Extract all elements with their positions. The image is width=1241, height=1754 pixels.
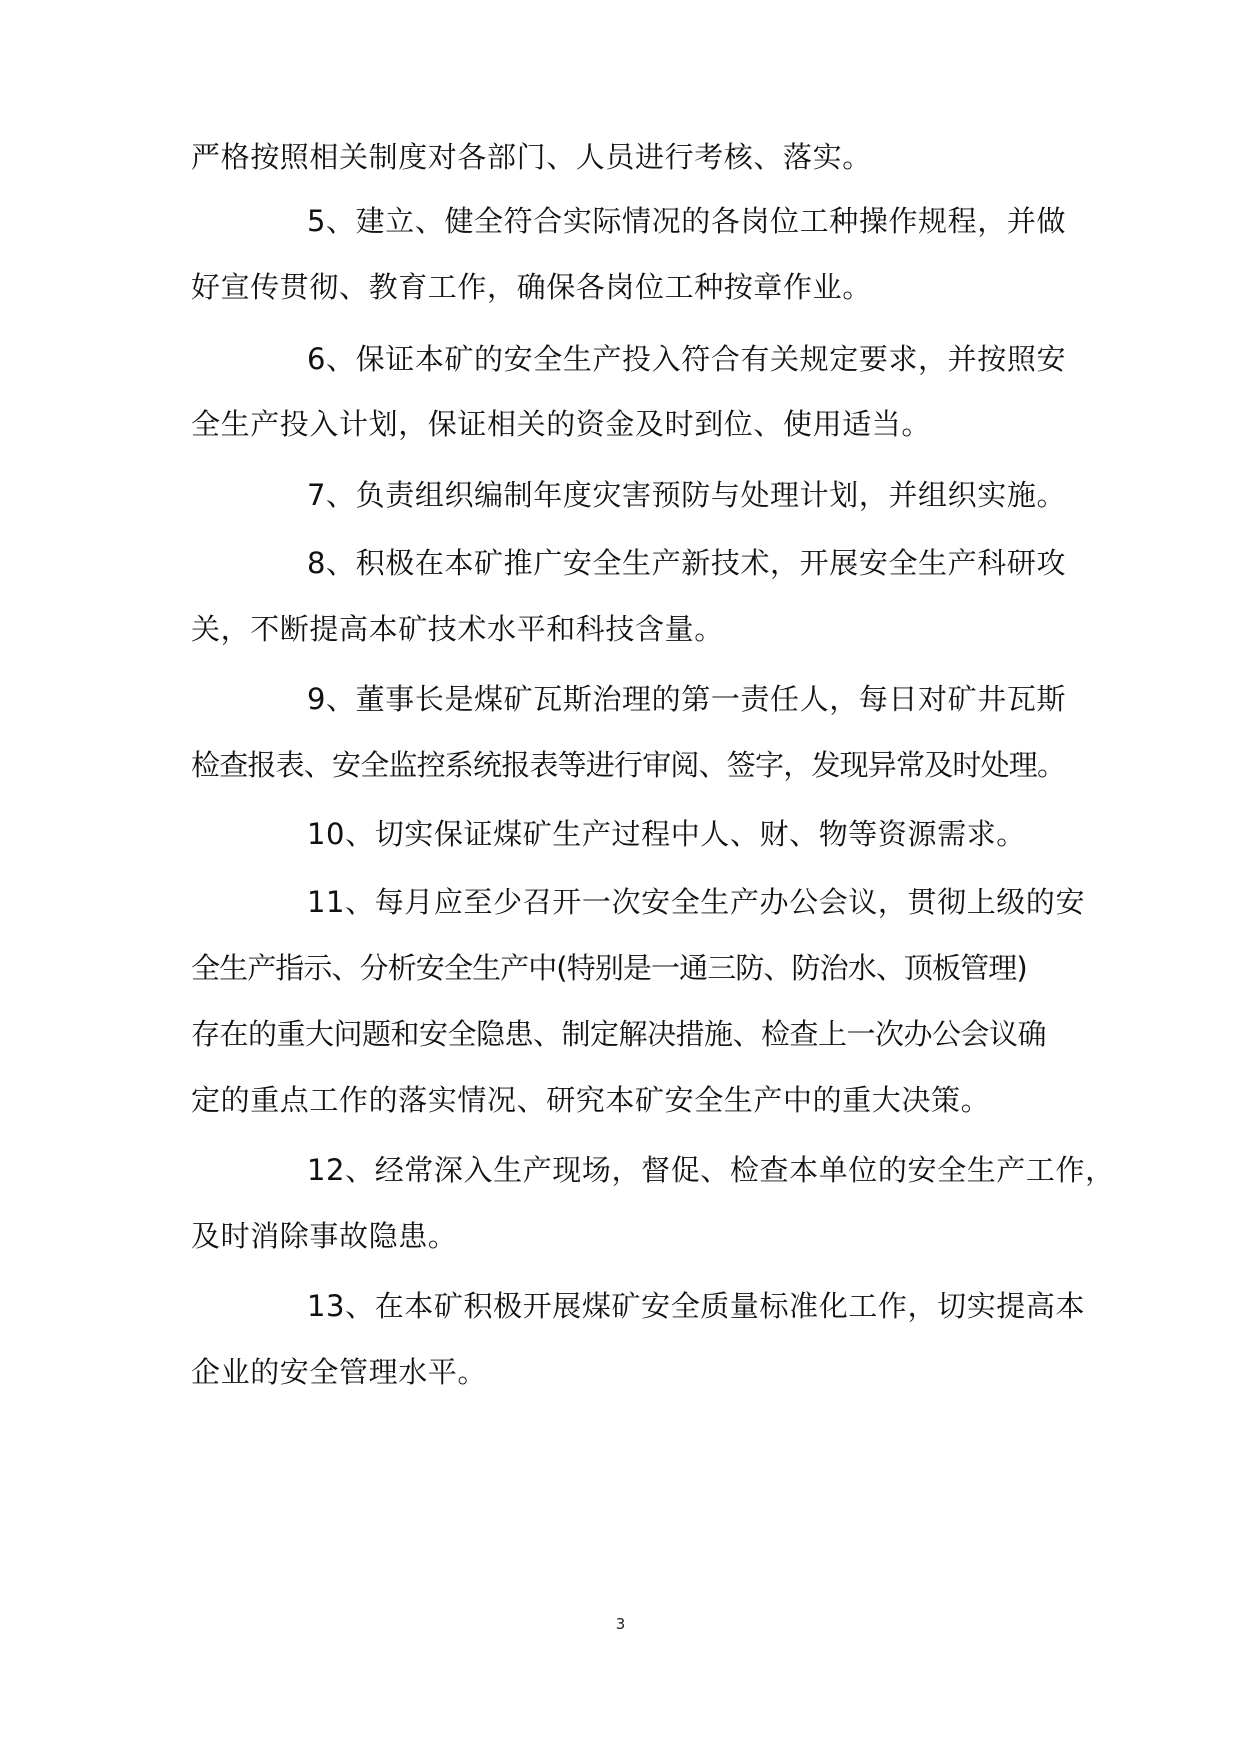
text-line: 13、在本矿积极开展煤矿安全质量标准化工作，切实提高本 xyxy=(307,1289,1086,1323)
text-line: 检查报表、安全监控系统报表等进行审阅、签字，发现异常及时处理。 xyxy=(191,748,1066,782)
text-line: 7、负责组织编制年度灾害预防与处理计划，并组织实施。 xyxy=(307,478,1067,512)
text-line: 好宣传贯彻、教育工作，确保各岗位工种按章作业。 xyxy=(191,270,872,304)
text-line: 11、每月应至少召开一次安全生产办公会议，贯彻上级的安 xyxy=(307,885,1086,919)
text-line: 关，不断提高本矿技术水平和科技含量。 xyxy=(191,612,724,646)
text-line: 6、保证本矿的安全生产投入符合有关规定要求，并按照安 xyxy=(307,342,1067,376)
text-line: 8、积极在本矿推广安全生产新技术，开展安全生产科研攻 xyxy=(307,546,1067,580)
text-line: 9、董事长是煤矿瓦斯治理的第一责任人，每日对矿井瓦斯 xyxy=(307,682,1067,716)
text-line: 严格按照相关制度对各部门、人员进行考核、落实。 xyxy=(191,140,872,174)
text-line: 5、建立、健全符合实际情况的各岗位工种操作规程，并做 xyxy=(307,204,1067,238)
text-line: 全生产指示、分析安全生产中(特别是一通三防、防治水、顶板管理) xyxy=(191,951,1027,985)
text-line: 存在的重大问题和安全隐患、制定解决措施、检查上一次办公会议确 xyxy=(191,1017,1047,1051)
text-line: 及时消除事故隐患。 xyxy=(191,1219,458,1253)
text-line: 企业的安全管理水平。 xyxy=(191,1355,488,1389)
page-number: 3 xyxy=(615,1615,626,1633)
text-line: 全生产投入计划，保证相关的资金及时到位、使用适当。 xyxy=(191,407,932,441)
text-line: 10、切实保证煤矿生产过程中人、财、物等资源需求。 xyxy=(307,817,1026,851)
text-line: 定的重点工作的落实情况、研究本矿安全生产中的重大决策。 xyxy=(191,1083,991,1117)
text-line: 12、经常深入生产现场，督促、检查本单位的安全生产工作， xyxy=(307,1153,1115,1187)
